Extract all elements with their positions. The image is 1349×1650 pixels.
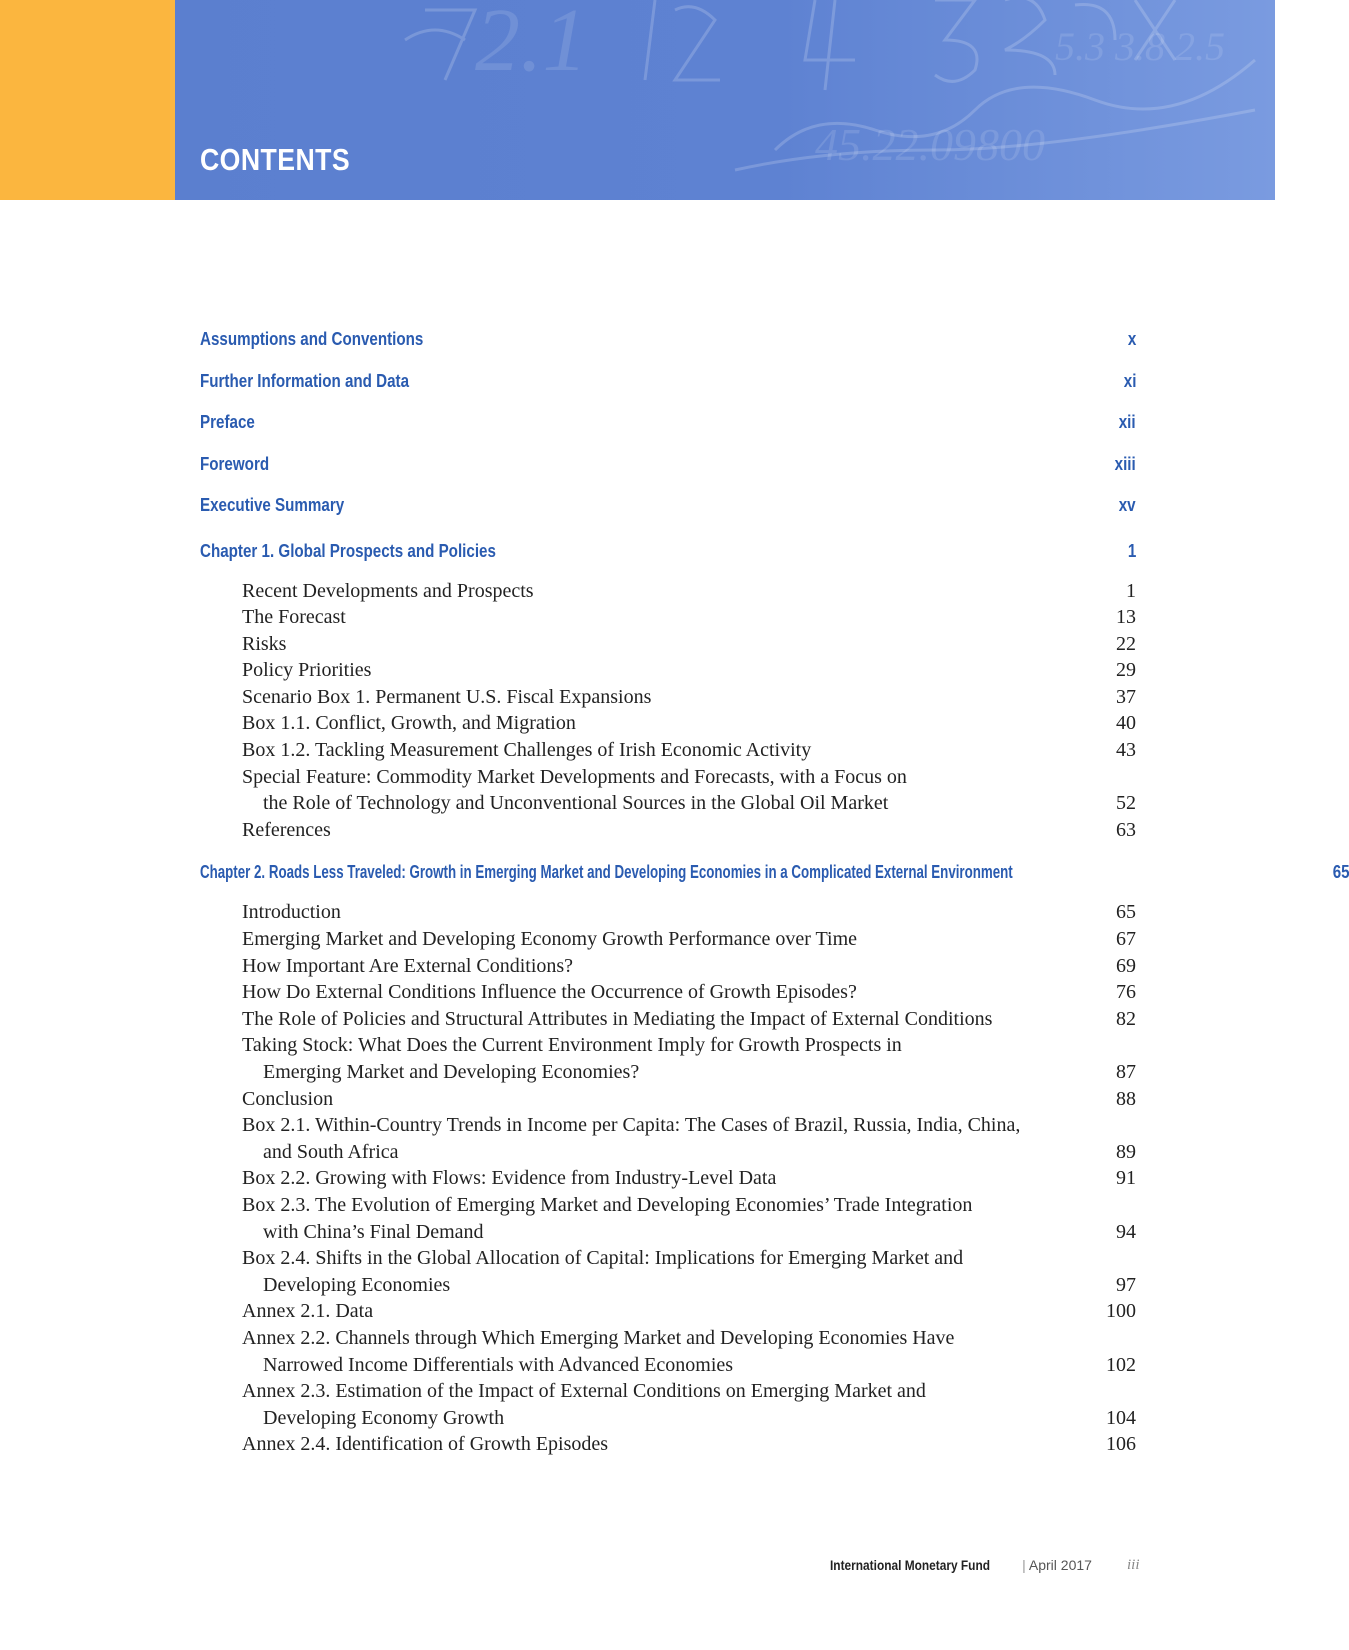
toc-section-entry[interactable] [242, 1298, 1136, 1325]
toc-section-entry[interactable] [242, 684, 1136, 711]
toc-section-entry[interactable] [242, 657, 1136, 684]
toc-section-entry[interactable] [242, 1032, 1136, 1085]
toc-entry-page: xi [1123, 369, 1136, 391]
section-page: 13 [1116, 606, 1136, 629]
section-page: 106 [1106, 1433, 1136, 1456]
toc-entry-further-information[interactable] [200, 370, 1136, 412]
section-label: Box 2.2. Growing with Flows: Evidence from Industry-Level Data [242, 1167, 777, 1190]
section-label: Annex 2.1. Data [242, 1300, 374, 1323]
section-label-continued: Emerging Market and Developing Economies? [263, 1061, 640, 1083]
toc-entry-label: Foreword [200, 452, 270, 474]
toc-entry-assumptions[interactable] [200, 328, 1136, 370]
toc-section-entry[interactable] [242, 578, 1136, 605]
chapter-page: 1 [1127, 539, 1136, 561]
section-page: 40 [1116, 712, 1136, 735]
toc-entry-page: xii [1119, 411, 1136, 432]
section-label: Annex 2.4. Identification of Growth Episodes [242, 1433, 609, 1456]
section-label: Box 2.4. Shifts in the Global Allocation of Capital: Implications for Emerging Market and [242, 1247, 964, 1270]
chapter-title: Chapter 2. Roads Less Traveled: Growth in Emerging Market and Developing Economies in a Complicated External Environment [200, 861, 1013, 883]
footer-date: April 2017 [1028, 1557, 1092, 1573]
section-label: Introduction [242, 901, 341, 924]
section-label: How Do External Conditions Influence the Occurrence of Growth Episodes? [242, 981, 857, 1004]
chapter-1-sections [242, 578, 1136, 844]
toc-entry-label: Assumptions and Conventions [200, 328, 424, 349]
section-label-continued: the Role of Technology and Unconventional Sources in the Global Oil Market [263, 792, 889, 815]
toc-section-entry[interactable] [242, 953, 1136, 980]
toc-section-entry[interactable] [242, 710, 1136, 737]
section-label: The Forecast [242, 606, 346, 629]
section-page: 100 [1106, 1300, 1136, 1323]
section-label: Box 1.1. Conflict, Growth, and Migration [242, 712, 576, 735]
section-label-continued: Narrowed Income Differentials with Advanced Economies [263, 1353, 734, 1376]
section-label-continued: Developing Economy Growth [263, 1406, 505, 1429]
toc-section-entry[interactable] [242, 899, 1136, 926]
toc-entry-foreword[interactable] [200, 453, 1136, 495]
section-page: 22 [1116, 632, 1136, 655]
toc-entry-page: x [1127, 328, 1136, 349]
section-page: 29 [1116, 659, 1136, 682]
toc-section-entry[interactable] [242, 604, 1136, 631]
section-page: 69 [1116, 954, 1136, 977]
toc-section-entry[interactable] [242, 926, 1136, 953]
chapter-page: 65 [1332, 861, 1349, 883]
section-label: Policy Priorities [242, 659, 372, 682]
section-page: 91 [1116, 1167, 1136, 1190]
toc-section-entry[interactable] [242, 737, 1136, 764]
chapter-2-sections [242, 899, 1136, 1457]
toc-chapter-2[interactable] [200, 861, 1349, 899]
toc-section-entry[interactable] [242, 1192, 1136, 1245]
page-footer [830, 1557, 1140, 1573]
section-label-continued: and South Africa [263, 1140, 399, 1163]
toc-section-entry[interactable] [242, 1006, 1136, 1033]
toc-entry-label: Preface [200, 411, 255, 432]
section-label: Box 2.1. Within-Country Trends in Income per Capita: The Cases of Brazil, Russia, India, China, [242, 1114, 1021, 1137]
section-page: 89 [1116, 1140, 1136, 1163]
toc-entry-label: Further Information and Data [200, 369, 410, 391]
section-page: 67 [1116, 928, 1136, 951]
section-page: 63 [1116, 818, 1136, 841]
section-page: 87 [1116, 1061, 1136, 1083]
header-accent-block [0, 0, 175, 200]
toc-section-entry[interactable] [242, 1378, 1136, 1431]
section-label: Scenario Box 1. Permanent U.S. Fiscal Expansions [242, 685, 652, 708]
page-number: iii [1127, 1557, 1140, 1573]
footer-organization: International Monetary Fund [830, 1557, 990, 1573]
section-label: Annex 2.3. Estimation of the Impact of External Conditions on Emerging Market and [242, 1380, 926, 1403]
svg-text:5.3 3.8 2.5: 5.3 3.8 2.5 [1055, 24, 1225, 69]
section-page: 82 [1116, 1007, 1136, 1030]
toc-entry-label: Executive Summary [200, 494, 345, 515]
section-page: 65 [1116, 901, 1136, 924]
section-label: Recent Developments and Prospects [242, 579, 534, 602]
section-label-continued: with China’s Final Demand [263, 1220, 484, 1243]
footer-separator: | [1022, 1557, 1026, 1573]
section-page: 94 [1116, 1220, 1136, 1243]
toc-section-entry[interactable] [242, 1245, 1136, 1298]
section-page: 97 [1116, 1273, 1136, 1296]
toc-entry-page: xiii [1114, 452, 1136, 474]
toc-section-entry[interactable] [242, 631, 1136, 658]
section-label-continued: Developing Economies [263, 1273, 451, 1296]
section-label: How Important Are External Conditions? [242, 954, 574, 977]
toc-section-entry[interactable] [242, 1112, 1136, 1165]
toc-section-entry[interactable] [242, 1086, 1136, 1113]
section-label: Box 2.3. The Evolution of Emerging Market and Developing Economies’ Trade Integration [242, 1193, 973, 1216]
toc-section-entry[interactable] [242, 817, 1136, 844]
section-page: 102 [1106, 1353, 1136, 1376]
section-page: 76 [1116, 981, 1136, 1004]
section-label: Annex 2.2. Channels through Which Emerging Market and Developing Economies Have [242, 1326, 955, 1349]
section-page: 104 [1106, 1406, 1136, 1429]
section-page: 37 [1116, 685, 1136, 708]
section-page: 43 [1116, 739, 1136, 762]
toc-section-entry[interactable] [242, 764, 1136, 817]
toc-section-entry[interactable] [242, 979, 1136, 1006]
section-label: Taking Stock: What Does the Current Environment Imply for Growth Prospects in [242, 1034, 902, 1057]
section-label: Emerging Market and Developing Economy Growth Performance over Time [242, 928, 858, 951]
toc-chapter-1[interactable] [200, 540, 1136, 578]
svg-text:45.22.09800: 45.22.09800 [815, 119, 1045, 170]
page-title: CONTENTS [200, 142, 351, 177]
section-label: Box 1.2. Tackling Measurement Challenges of Irish Economic Activity [242, 739, 812, 762]
header-banner [0, 0, 1275, 200]
section-label: Special Feature: Commodity Market Developments and Forecasts, with a Focus on [242, 765, 907, 788]
toc-section-entry[interactable] [242, 1325, 1136, 1378]
toc-entry-page: xv [1119, 494, 1136, 515]
toc-section-entry[interactable] [242, 1431, 1136, 1458]
toc-entry-preface[interactable] [200, 411, 1136, 453]
toc-section-entry[interactable] [242, 1165, 1136, 1192]
section-page: 88 [1116, 1087, 1136, 1110]
section-label: Conclusion [242, 1087, 334, 1110]
chapter-title: Chapter 1. Global Prospects and Policies [200, 539, 496, 561]
section-label: References [242, 818, 331, 841]
section-page: 1 [1126, 579, 1136, 602]
svg-text:2.1: 2.1 [475, 0, 588, 90]
toc-entry-executive-summary[interactable] [200, 494, 1136, 536]
section-label: The Role of Policies and Structural Attributes in Mediating the Impact of External Conditions [242, 1007, 993, 1030]
table-of-contents [200, 328, 1349, 1458]
section-label: Risks [242, 632, 287, 655]
section-page: 52 [1116, 792, 1136, 815]
